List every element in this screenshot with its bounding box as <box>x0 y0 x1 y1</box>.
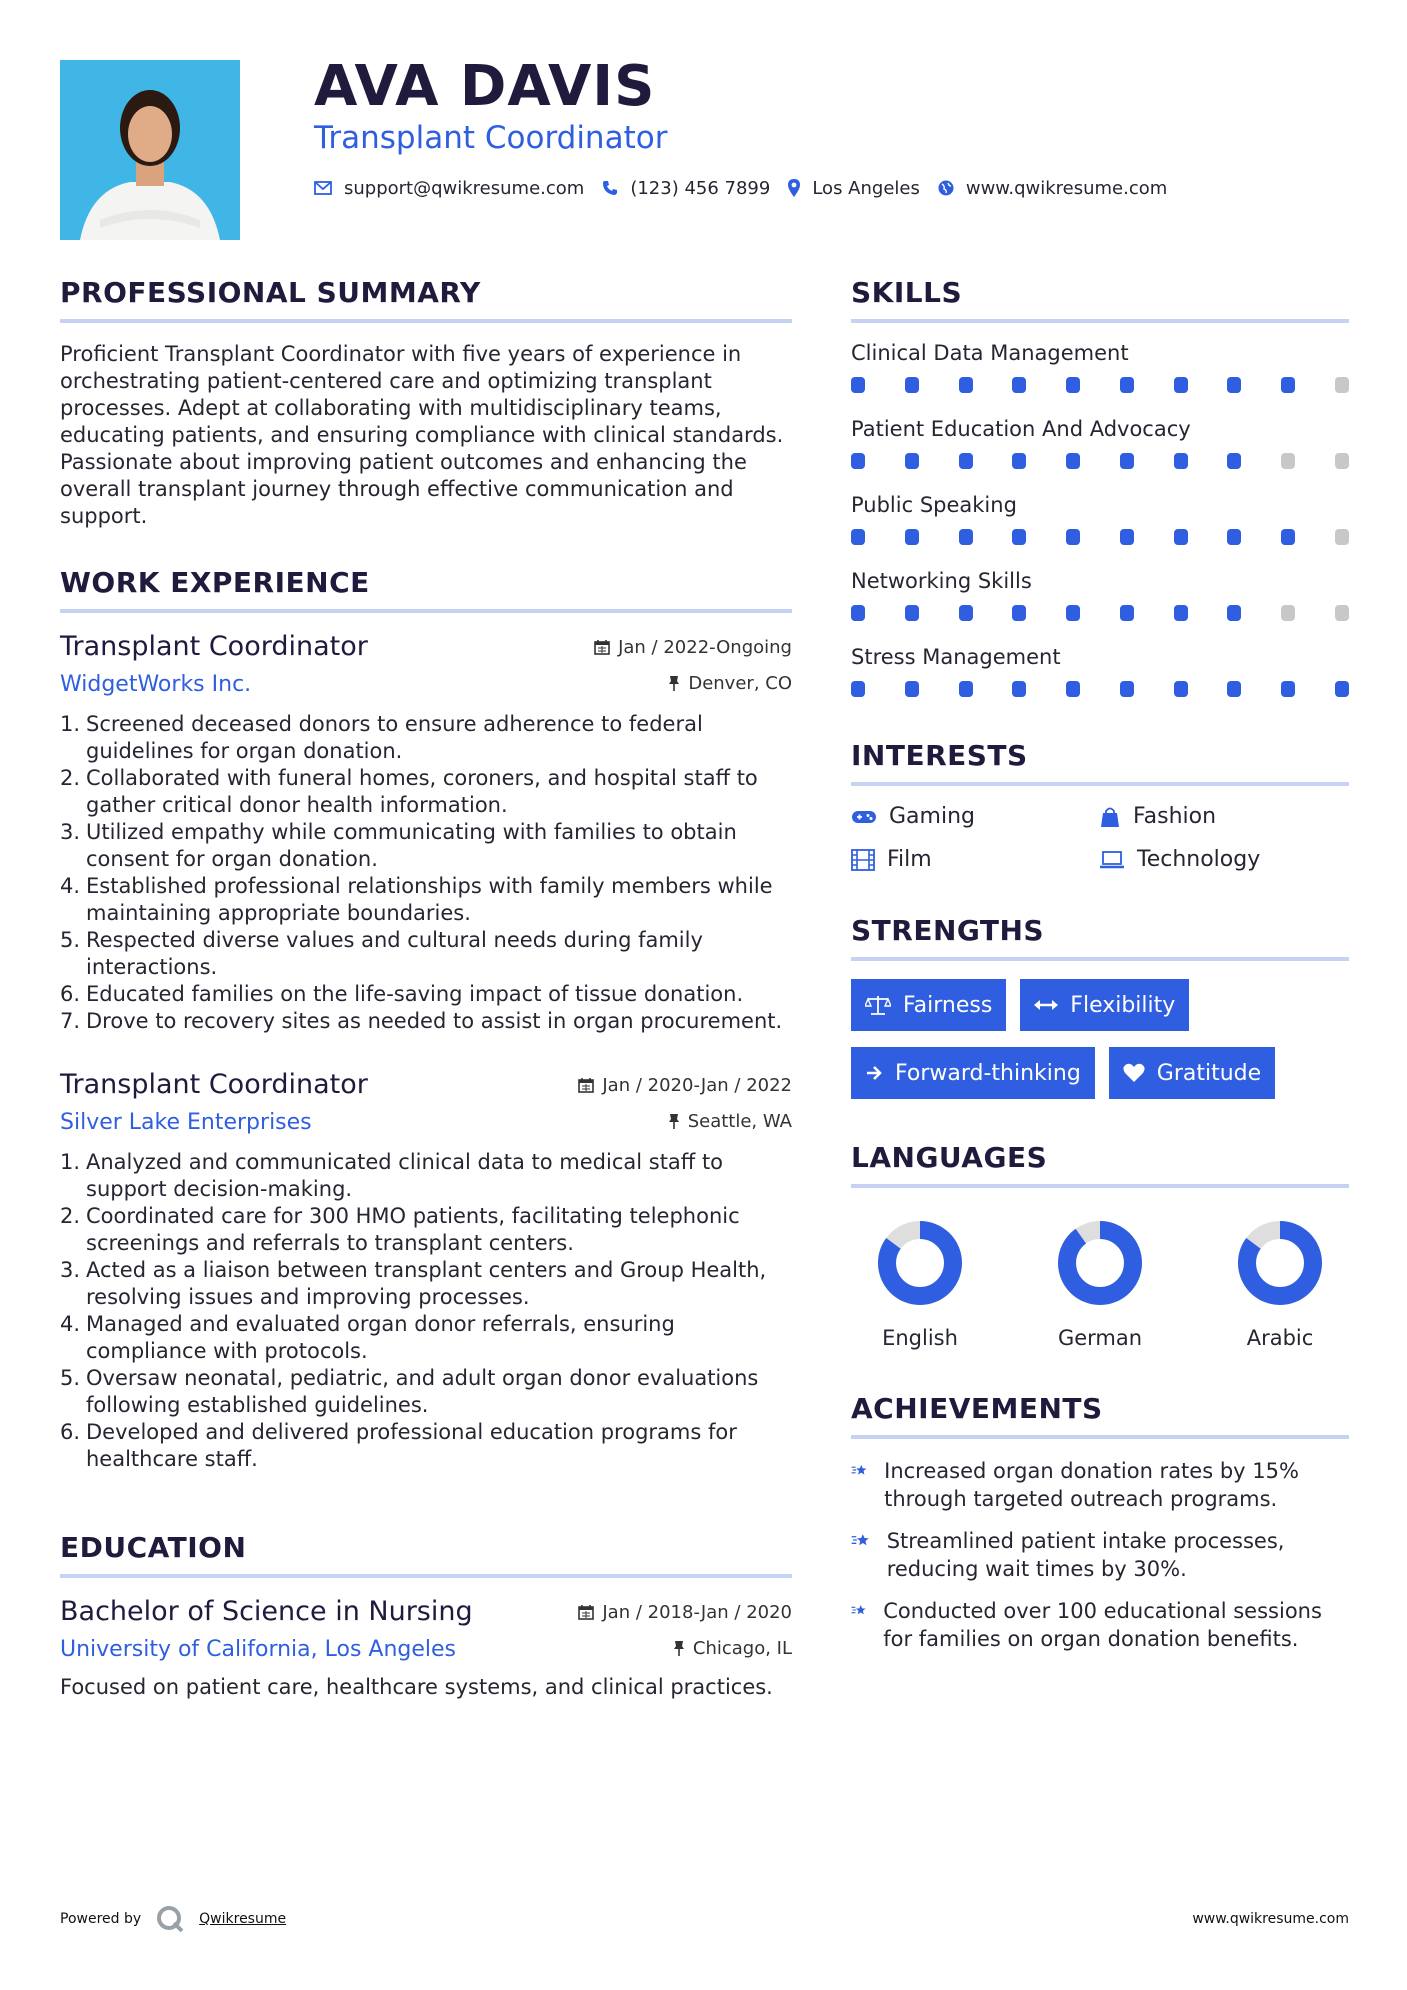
job-date <box>594 637 792 658</box>
rating-dot <box>1120 453 1134 469</box>
achievement-text: Increased organ donation rates by 15% through targeted outreach programs. <box>884 1459 1299 1511</box>
rating-dot <box>959 529 973 545</box>
education-location <box>673 1638 792 1659</box>
degree-title: Bachelor of Science in Nursing <box>60 1596 473 1627</box>
interest-item <box>851 804 1099 829</box>
skill-rating <box>851 377 1349 393</box>
rating-dot <box>1227 377 1241 393</box>
rating-dot <box>1281 681 1295 697</box>
rating-dot <box>1012 681 1026 697</box>
qwikresume-link[interactable]: Qwikresume <box>199 1911 287 1927</box>
calendar-icon <box>578 1604 594 1620</box>
interest-label: Film <box>887 847 932 872</box>
education-date-text: Jan / 2018-Jan / 2020 <box>602 1601 792 1623</box>
language-name: English <box>882 1326 958 1350</box>
bullet-item: 3. Utilized empathy while communicating with families to obtain consent for organ donation. <box>60 820 737 871</box>
qwikresume-logo-icon <box>155 1904 185 1934</box>
contact-location <box>788 178 920 199</box>
strength-tag <box>851 979 1006 1031</box>
job-title: Transplant Coordinator <box>60 1069 368 1100</box>
footer <box>60 1904 1349 1934</box>
achievement-text: Conducted over 100 educational sessions for families on organ donation benefits. <box>883 1599 1322 1651</box>
rating-dot <box>1227 605 1241 621</box>
rating-dot <box>1335 681 1349 697</box>
achievement-text: Streamlined patient intake processes, reducing wait times by 30%. <box>886 1529 1285 1581</box>
rating-dot <box>959 681 973 697</box>
bullet-item: 4. Managed and evaluated organ donor referrals, ensuring compliance with protocols. <box>60 1312 675 1363</box>
website-text: www.qwikresume.com <box>965 177 1168 199</box>
bullet-item: 7. Drove to recovery sites as needed to assist in organ procurement. <box>60 1009 783 1033</box>
job-date-text: Jan / 2020-Jan / 2022 <box>602 1074 792 1096</box>
rating-dot <box>1120 605 1134 621</box>
company-name: Silver Lake Enterprises <box>60 1110 312 1135</box>
achievement-item <box>851 1597 1349 1653</box>
calendar-icon <box>594 639 610 655</box>
skill-rating <box>851 453 1349 469</box>
job-date <box>578 1075 792 1096</box>
language-item <box>865 1220 975 1350</box>
donut-fill <box>1067 1230 1133 1296</box>
powered-by <box>60 1904 286 1934</box>
rating-dot <box>1174 529 1188 545</box>
company-name: WidgetWorks Inc. <box>60 672 252 697</box>
work-heading: WORK EXPERIENCE <box>60 566 792 613</box>
achievement-item <box>851 1527 1349 1583</box>
interest-item <box>1099 804 1349 829</box>
skill-rating <box>851 529 1349 545</box>
rating-dot <box>1227 529 1241 545</box>
interest-label: Fashion <box>1133 804 1217 829</box>
job-location <box>668 1111 792 1132</box>
interests-list <box>851 804 1349 872</box>
contact-bar <box>314 178 1364 199</box>
languages-list <box>851 1206 1349 1350</box>
bullet-item: 1. Screened deceased donors to ensure adherence to federal guidelines for organ donation. <box>60 712 703 763</box>
rating-dot <box>1281 529 1295 545</box>
rating-dot <box>1174 453 1188 469</box>
skill-rating <box>851 605 1349 621</box>
contact-phone[interactable] <box>602 178 770 199</box>
footer-url[interactable]: www.qwikresume.com <box>1192 1911 1349 1927</box>
interest-item <box>1099 847 1349 872</box>
interest-label: Technology <box>1137 847 1261 872</box>
pushpin-icon <box>668 1113 680 1129</box>
bullet-item: 6. Developed and delivered professional education programs for healthcare staff. <box>60 1420 737 1471</box>
work-section <box>60 566 792 1473</box>
candidate-role: Transplant Coordinator <box>314 119 668 156</box>
skill-name: Stress Management <box>851 645 1061 669</box>
rating-dot <box>1335 377 1349 393</box>
strengths-list <box>851 979 1349 1099</box>
rating-dot <box>851 377 865 393</box>
globe-icon <box>938 180 954 196</box>
summary-section <box>60 276 792 530</box>
language-name: German <box>1057 1326 1143 1350</box>
school-name: University of California, Los Angeles <box>60 1637 457 1662</box>
rating-dot <box>1120 529 1134 545</box>
arrows-horizontal-icon <box>1034 998 1058 1012</box>
phone-text: (123) 456 7899 <box>630 177 771 199</box>
bullet-item: 2. Coordinated care for 300 HMO patients, facilitating telephonic screenings and referrals to transplant centers. <box>60 1204 740 1255</box>
interests-heading: INTERESTS <box>851 739 1349 786</box>
gamepad-icon <box>851 809 877 825</box>
rating-dot <box>1227 453 1241 469</box>
profile-photo <box>60 60 240 240</box>
job-title: Transplant Coordinator <box>60 631 368 662</box>
achievements-section <box>851 1392 1349 1653</box>
rating-dot <box>1066 529 1080 545</box>
language-donut <box>1057 1220 1143 1306</box>
arrow-right-icon <box>865 1064 883 1082</box>
rating-dot <box>905 377 919 393</box>
bullet-item: 6. Educated families on the life-saving impact of tissue donation. <box>60 982 744 1006</box>
skill-name: Patient Education And Advocacy <box>851 417 1191 441</box>
job-bullets <box>60 711 792 1035</box>
bullet-item: 1. Analyzed and communicated clinical data to medical staff to support decision-making. <box>60 1150 724 1201</box>
skill-rating <box>851 681 1349 697</box>
rating-dot <box>1120 681 1134 697</box>
interest-label: Gaming <box>889 804 975 829</box>
achievement-item <box>851 1457 1349 1513</box>
rating-dot <box>851 529 865 545</box>
shooting-star-icon <box>851 1457 868 1483</box>
rating-dot <box>1335 529 1349 545</box>
envelope-icon <box>314 181 332 195</box>
shooting-star-icon <box>851 1527 871 1553</box>
rating-dot <box>851 605 865 621</box>
bullet-item: 5. Oversaw neonatal, pediatric, and adult organ donor evaluations following established guidelines. <box>60 1366 759 1417</box>
interests-section <box>851 739 1349 872</box>
strength-tag <box>1020 979 1189 1031</box>
rating-dot <box>1174 377 1188 393</box>
job-date-text: Jan / 2022-Ongoing <box>618 636 792 658</box>
rating-dot <box>1335 453 1349 469</box>
skill-name: Networking Skills <box>851 569 1032 593</box>
rating-dot <box>905 605 919 621</box>
strength-label: Flexibility <box>1070 992 1176 1018</box>
map-marker-icon <box>788 179 800 197</box>
rating-dot <box>1174 681 1188 697</box>
skills-section <box>851 276 1349 697</box>
heart-icon <box>1123 1063 1145 1083</box>
rating-dot <box>1066 453 1080 469</box>
achievements-heading: ACHIEVEMENTS <box>851 1392 1349 1439</box>
balance-scale-icon <box>865 994 891 1016</box>
strength-label: Fairness <box>903 992 993 1018</box>
rating-dot <box>1012 605 1026 621</box>
education-section <box>60 1531 792 1701</box>
rating-dot <box>1012 529 1026 545</box>
rating-dot <box>851 681 865 697</box>
job-bullets <box>60 1149 792 1473</box>
rating-dot <box>1066 605 1080 621</box>
contact-email[interactable] <box>314 178 584 199</box>
shooting-star-icon <box>851 1597 867 1623</box>
rating-dot <box>905 453 919 469</box>
strengths-heading: STRENGTHS <box>851 914 1349 961</box>
contact-website[interactable] <box>938 178 1167 199</box>
rating-dot <box>1174 605 1188 621</box>
laptop-icon <box>1099 851 1125 869</box>
rating-dot <box>1066 681 1080 697</box>
bullet-item: 2. Collaborated with funeral homes, coroners, and hospital staff to gather critical donor health information. <box>60 766 758 817</box>
pushpin-icon <box>668 675 680 691</box>
rating-dot <box>1281 605 1295 621</box>
powered-by-text: Powered by <box>60 1911 142 1927</box>
job-location-text: Seattle, WA <box>687 1110 792 1132</box>
strength-label: Forward-thinking <box>895 1060 1081 1086</box>
bullet-item: 3. Acted as a liaison between transplant centers and Group Health, resolving issues and improving processes. <box>60 1258 767 1309</box>
rating-dot <box>1281 453 1295 469</box>
rating-dot <box>1012 377 1026 393</box>
rating-dot <box>1066 377 1080 393</box>
language-donut <box>1237 1220 1323 1306</box>
education-date <box>578 1602 792 1623</box>
calendar-icon <box>578 1077 594 1093</box>
language-donut <box>877 1220 963 1306</box>
rating-dot <box>959 605 973 621</box>
strengths-section <box>851 914 1349 1099</box>
language-item <box>1225 1220 1335 1350</box>
location-text: Los Angeles <box>812 177 920 199</box>
education-location-text: Chicago, IL <box>692 1637 792 1659</box>
rating-dot <box>1335 605 1349 621</box>
language-name: Arabic <box>1246 1326 1314 1350</box>
strength-label: Gratitude <box>1156 1060 1262 1086</box>
rating-dot <box>905 529 919 545</box>
job-location-text: Denver, CO <box>688 672 792 694</box>
bullet-item: 4. Established professional relationships with family members while maintaining appropriate boundaries. <box>60 874 773 925</box>
skill-name: Public Speaking <box>851 493 1017 517</box>
phone-icon <box>602 180 618 196</box>
strength-tag <box>1109 1047 1275 1099</box>
film-icon <box>851 849 875 871</box>
rating-dot <box>905 681 919 697</box>
candidate-name: AVA DAVIS <box>314 54 656 119</box>
strength-tag <box>851 1047 1095 1099</box>
rating-dot <box>1227 681 1241 697</box>
skills-list <box>851 341 1349 697</box>
skills-heading: SKILLS <box>851 276 1349 323</box>
interest-item <box>851 847 1099 872</box>
rating-dot <box>851 453 865 469</box>
bullet-item: 5. Respected diverse values and cultural needs during family interactions. <box>60 928 703 979</box>
summary-heading: PROFESSIONAL SUMMARY <box>60 276 792 323</box>
summary-text: Proficient Transplant Coordinator with five years of experience in orchestrating patient-centered care and optimizing transplant processes. Adept at collaborating with multidisciplinary teams, educating patients, and ensuring compliance with clinical standards. Passionate about improving patient outcomes and enhancing the overall transplant journey through effective communication and support. <box>60 342 784 528</box>
languages-heading: LANGUAGES <box>851 1141 1349 1188</box>
rating-dot <box>1012 453 1026 469</box>
rating-dot <box>959 377 973 393</box>
achievements-list <box>851 1457 1349 1653</box>
pushpin-icon <box>673 1640 685 1656</box>
rating-dot <box>1281 377 1295 393</box>
email-text: support@qwikresume.com <box>344 177 585 199</box>
job-location <box>668 673 792 694</box>
languages-section <box>851 1141 1349 1350</box>
job-entry <box>60 1069 792 1473</box>
shopping-bag-icon <box>1099 806 1121 828</box>
education-heading: EDUCATION <box>60 1531 792 1578</box>
rating-dot <box>1120 377 1134 393</box>
rating-dot <box>959 453 973 469</box>
job-entry <box>60 631 792 1035</box>
language-item <box>1045 1220 1155 1350</box>
education-text: Focused on patient care, healthcare systems, and clinical practices. <box>60 1675 773 1699</box>
skill-name: Clinical Data Management <box>851 341 1129 365</box>
